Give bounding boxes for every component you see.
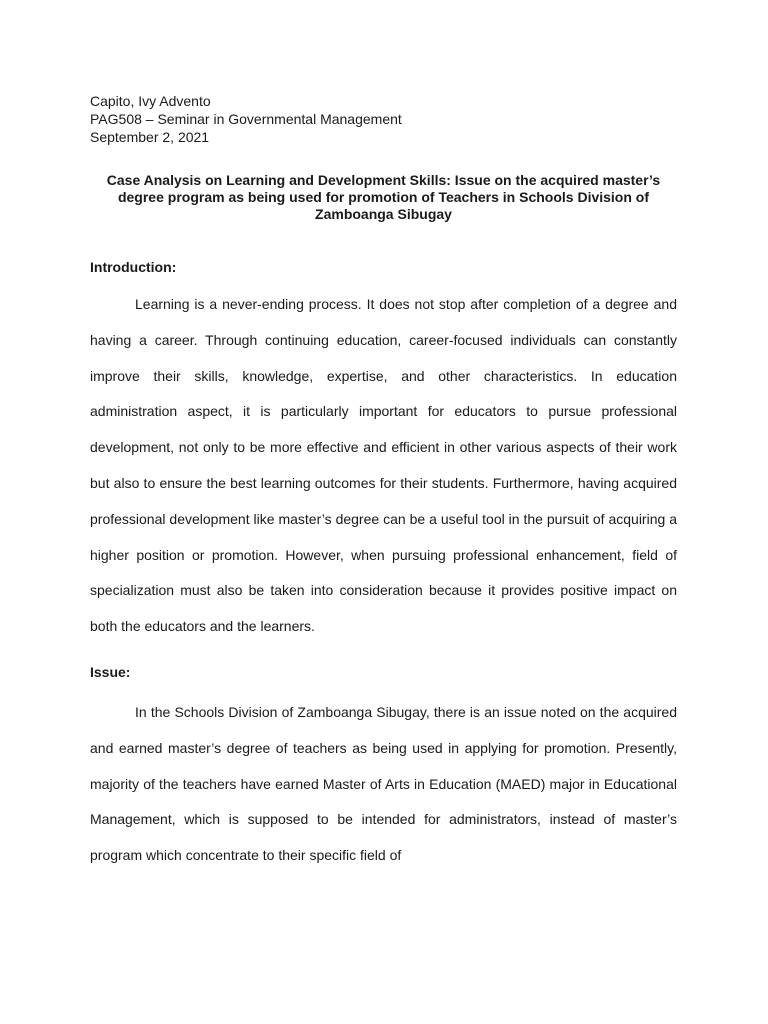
document-date: September 2, 2021 — [90, 129, 210, 145]
author-name: Capito, Ivy Advento — [90, 93, 211, 109]
issue-paragraph: In the Schools Division of Zamboanga Sibugay, there is an issue noted on the acquired and earned master’s degree of teachers as being used in applying for promotion. Presently, majority of the teachers have earned Master of Arts in Education (MAED) major in Educational Management, which is supposed to be intended for administrators, instead of master’s program which concentrate to their specific field of — [90, 703, 677, 864]
issue-heading: Issue: — [90, 663, 131, 680]
course-title: PAG508 – Seminar in Governmental Management — [90, 111, 402, 127]
introduction-heading: Introduction: — [90, 259, 177, 275]
document-page — [90, 92, 677, 874]
introduction-paragraph: Learning is a never-ending process. It does not stop after completion of a degree and having a career. Through continuing education, career-focused individuals can constantly improve their skills, knowledge, expertise, and other characteristics. In education administration aspect, it is particularly important for educators to pursue professional development, not only to be more effective and efficient in other various aspects of their work but also to ensure the best learning outcomes for their students. Furthermore, having acquired professional development like master’s degree can be a useful tool in the pursuit of acquiring a higher position or promotion. However, when pursuing professional enhancement, field of specialization must also be taken into consideration because it provides positive impact on both the educators and the learners. — [90, 296, 677, 635]
document-title: Case Analysis on Learning and Development Skills: Issue on the acquired master’s degree program as being used for promotion of Teachers in Schools Division of Zamboanga Sibugay — [106, 172, 661, 222]
